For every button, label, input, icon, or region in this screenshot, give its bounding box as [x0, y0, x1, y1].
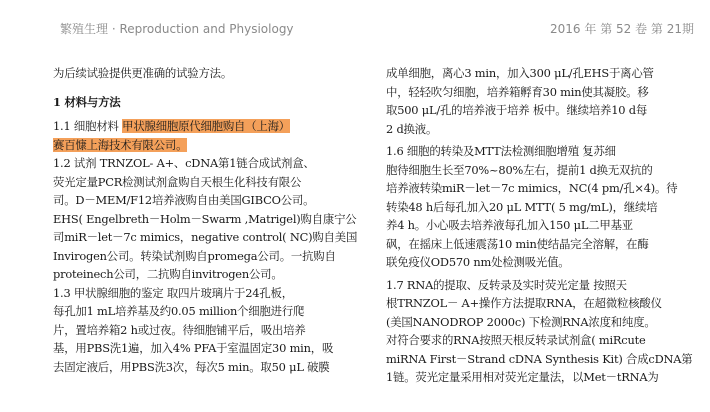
text-line: 联免疫仪OD570 nm处检测吸光值。: [386, 255, 570, 269]
text-line: 2 d换液。: [386, 121, 438, 136]
page-header: [0, 0, 710, 40]
journal-title: 繁殖生理 · Reproduction and Physiology: [60, 22, 294, 36]
text-line: 去固定液后，用PBS洗3次，每次5 min。取50 μL 破膜: [53, 359, 330, 374]
text-line: 1.2 试剂 TRNZOL- A+、cDNA第1链合成试剂盒、: [53, 156, 315, 170]
text-line: 1.6 细胞的转染及MTT法检测细胞增殖 复苏细: [386, 144, 616, 158]
left-column: [53, 64, 365, 376]
text-line: 1.3 甲状腺细胞的鉴定 取四片玻璃片于24孔板，: [53, 285, 293, 300]
text-line: 砜，在摇床上低速震荡10 min使结晶完全溶解，在酶: [386, 236, 649, 251]
text-line: 荧光定量PCR检测试剂盒购自天根生化科技有限公: [53, 174, 302, 189]
issue-info: 2016 年 第 52 卷 第 21期: [550, 22, 694, 36]
text-line: 基，用PBS洗1遍，加入4% PFA于室温固定30 min，吸: [53, 341, 334, 355]
text-line: 司。D－MEM/F12培养液购自由美国GIBCO公司。: [53, 193, 315, 207]
text-line: 1.7 RNA的提取、反转录及实时荧光定量 按照天: [386, 277, 627, 292]
text-line: 每孔加1 mL培养基及约0.05 million个细胞进行爬: [53, 304, 305, 318]
section-1-1-cont: [53, 136, 365, 155]
intro-paragraph: 为后续试验提供更准确的试验方法。: [53, 66, 233, 80]
right-column: [386, 64, 696, 387]
text-line: miRNA First－Strand cDNA Synthesis Kit) 合成cDNA第: [386, 351, 693, 366]
highlighted-text: 赛百慷上海技术有限公司。: [53, 137, 188, 152]
text-line: 对符合要求的RNA按照天根反转录试剂盒( miRcute: [386, 333, 646, 347]
text-line: 养4 h。小心吸去培养液每孔加入150 μL二甲基亚: [386, 218, 633, 232]
text-line: 取500 μL/孔的培养液于培养 板中。继续培养10 d每: [386, 103, 648, 117]
section-1-5-cont: [386, 64, 696, 138]
text-line: 成单细胞，离心3 min，加入300 μL/孔EHS于离心管: [386, 66, 654, 80]
text-line: 1链。荧光定量采用相对荧光定量法，以Met－tRNA为: [386, 370, 659, 384]
section-title: 1 材料与方法: [53, 94, 121, 109]
text-line: EHS( Engelbreth－Holm－Swarm ,Matrigel)购自康宁公: [53, 211, 357, 226]
text-line: 中，轻轻吹匀细胞，培养箱孵育30 min使其凝胶。移: [386, 84, 649, 99]
text-line: 片，置培养箱2 h或过夜。待细胞铺平后，吸出培养: [53, 322, 306, 337]
text-line: 司miR－let－7c mimics，negative control( NC)购自美国: [53, 230, 358, 244]
section-1-3: [53, 284, 365, 377]
text-line: (美国NANODROP 2000c) 下检测RNA浓度和纯度。: [386, 314, 656, 329]
text-line: Invirogen公司。转染试剂购自promega公司。一抗购自: [53, 248, 336, 263]
section-1-6: [386, 142, 696, 272]
section-1-1: [53, 117, 365, 136]
section-1-1-label: 1.1 细胞材料: [53, 119, 123, 133]
text-line: 根TRNZOL－ A+操作方法提取RNA，在超微粒核酸仪: [386, 296, 662, 310]
text-line: 胞待细胞生长至70%~80%左右，提前1 d换无双抗的: [386, 162, 653, 177]
text-line: 培养液转染miR－let－7c mimics，NC(4 pm/孔×4)。待: [386, 181, 678, 195]
section-1-7: [386, 276, 696, 387]
text-line: 转染48 h后每孔加入20 μL MTT( 5 mg/mL)，继续培: [386, 199, 658, 214]
text-line: proteinech公司，二抗购自invitrogen公司。: [53, 267, 283, 281]
section-1-2: [53, 154, 365, 284]
highlighted-text: 甲状腺细胞原代细胞购自（上海）: [122, 119, 290, 133]
